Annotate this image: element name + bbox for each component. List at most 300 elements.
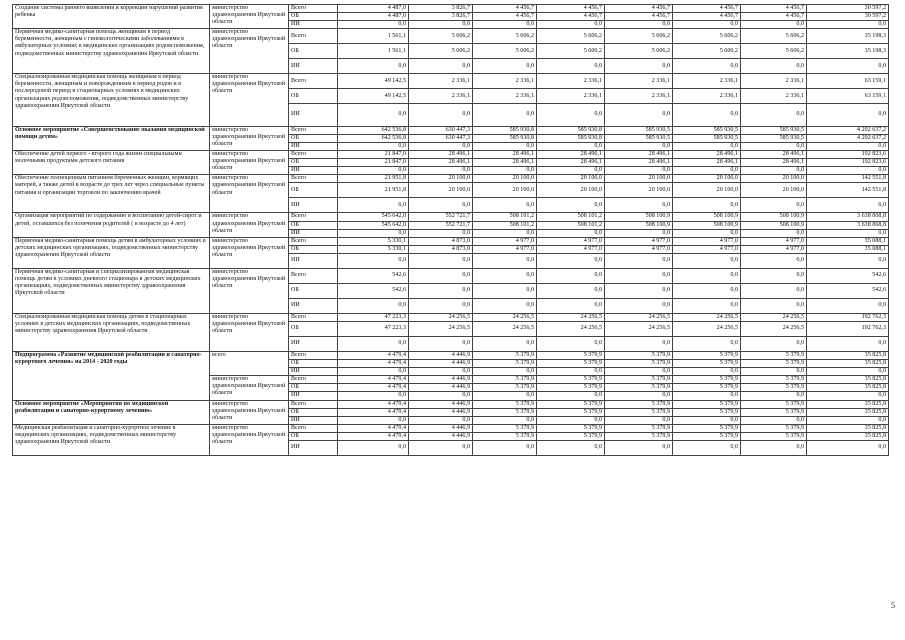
year-value-cell: 20 100,0 bbox=[537, 183, 605, 198]
year-value-cell: 0,0 bbox=[673, 21, 741, 29]
total-value-cell: 192 762,3 bbox=[807, 313, 889, 321]
year-value-cell: 24 256,5 bbox=[741, 313, 807, 321]
program-item-name: Основное мероприятие «Мероприятия по медицинской реабилитации и санаторно-курортному лечению» bbox=[13, 400, 210, 424]
year-value-cell: 0,0 bbox=[605, 392, 673, 400]
year-value-cell: 0,0 bbox=[409, 298, 473, 313]
year-value-cell: 4 456,7 bbox=[537, 13, 605, 21]
year-value-cell: 0,0 bbox=[473, 337, 537, 352]
year-value-cell: 0,0 bbox=[605, 298, 673, 313]
year-value-cell: 28 496,1 bbox=[741, 151, 807, 159]
year-value-cell: 0,0 bbox=[473, 21, 537, 29]
year-value-cell: 0,0 bbox=[409, 59, 473, 74]
year-value-cell: 5 606,2 bbox=[673, 29, 741, 44]
year-value-cell: 0,0 bbox=[473, 268, 537, 283]
year-value-cell: 0,0 bbox=[741, 229, 807, 237]
year-value-cell: 20 100,0 bbox=[741, 183, 807, 198]
year-value-cell: 3 826,7 bbox=[409, 13, 473, 21]
year-value-cell: 4 977,0 bbox=[741, 245, 807, 253]
year-value-cell: 0,0 bbox=[741, 59, 807, 74]
year-value-cell: 5 379,9 bbox=[741, 352, 807, 360]
funding-source-cell: ОБ bbox=[289, 408, 338, 416]
year-value-cell: 20 100,0 bbox=[409, 183, 473, 198]
year-value-cell: 1 561,1 bbox=[338, 44, 409, 59]
year-value-cell: 0,0 bbox=[741, 283, 807, 298]
total-value-cell: 35 825,8 bbox=[807, 424, 889, 432]
year-value-cell: 5 330,1 bbox=[338, 245, 409, 253]
total-value-cell: 63 159,1 bbox=[807, 89, 889, 104]
year-value-cell: 4 977,0 bbox=[473, 237, 537, 245]
year-value-cell: 20 100,0 bbox=[673, 183, 741, 198]
table-row bbox=[13, 424, 889, 432]
funding-source-cell: Всего bbox=[289, 352, 338, 360]
table-row bbox=[13, 213, 889, 221]
year-value-cell: 20 100,0 bbox=[473, 183, 537, 198]
year-value-cell: 2 336,1 bbox=[673, 74, 741, 89]
total-value-cell: 0,0 bbox=[807, 368, 889, 376]
total-value-cell: 4 202 637,2 bbox=[807, 126, 889, 134]
funding-source-cell: ИИ bbox=[289, 392, 338, 400]
year-value-cell: 20 100,0 bbox=[537, 175, 605, 183]
program-item-name: Специализированная медицинская помощь женщинам в период беременности, женщинам и новорожденным в период родов и в послеродовой период в стационарных условиях в медицинских организациях родовспоможения, подведомственных министерству здравоохранения Иркутской области bbox=[13, 74, 210, 127]
total-value-cell: 0,0 bbox=[807, 198, 889, 213]
year-value-cell: 0,0 bbox=[741, 416, 807, 424]
funding-source-cell: ОБ bbox=[289, 322, 338, 337]
year-value-cell: 5 379,9 bbox=[741, 424, 807, 432]
funding-source-cell: ИИ bbox=[289, 167, 338, 175]
funding-source-cell: ИИ bbox=[289, 142, 338, 150]
table-row bbox=[13, 5, 889, 13]
funding-source-cell: ОБ bbox=[289, 183, 338, 198]
year-value-cell: 4 977,0 bbox=[605, 237, 673, 245]
executor-cell: министерство здравоохранения Иркутской области bbox=[210, 400, 289, 424]
year-value-cell: 5 379,9 bbox=[605, 352, 673, 360]
year-value-cell: 24 256,5 bbox=[473, 313, 537, 321]
year-value-cell: 0,0 bbox=[473, 392, 537, 400]
year-value-cell: 2 336,1 bbox=[605, 74, 673, 89]
year-value-cell: 0,0 bbox=[741, 253, 807, 268]
year-value-cell: 0,0 bbox=[338, 416, 409, 424]
year-value-cell: 0,0 bbox=[473, 229, 537, 237]
year-value-cell: 508 100,9 bbox=[605, 213, 673, 221]
year-value-cell: 0,0 bbox=[673, 229, 741, 237]
year-value-cell: 47 223,3 bbox=[338, 313, 409, 321]
total-value-cell: 0,0 bbox=[807, 104, 889, 127]
year-value-cell: 4 456,7 bbox=[741, 5, 807, 13]
year-value-cell: 24 256,5 bbox=[673, 313, 741, 321]
year-value-cell: 5 379,9 bbox=[537, 384, 605, 392]
year-value-cell: 0,0 bbox=[409, 21, 473, 29]
year-value-cell: 0,0 bbox=[409, 368, 473, 376]
total-value-cell: 192 762,3 bbox=[807, 322, 889, 337]
year-value-cell: 21 847,0 bbox=[338, 159, 409, 167]
year-value-cell: 1 561,1 bbox=[338, 29, 409, 44]
funding-source-cell: Всего bbox=[289, 29, 338, 44]
year-value-cell: 5 606,2 bbox=[741, 29, 807, 44]
executor-cell: министерство здравоохранения Иркутской области bbox=[210, 151, 289, 175]
executor-cell: министерство здравоохранения Иркутской области bbox=[210, 313, 289, 351]
funding-source-cell: Всего bbox=[289, 400, 338, 408]
year-value-cell: 0,0 bbox=[409, 142, 473, 150]
year-value-cell: 4 456,7 bbox=[605, 13, 673, 21]
year-value-cell: 47 223,3 bbox=[338, 322, 409, 337]
document-page bbox=[12, 4, 888, 456]
year-value-cell: 5 606,2 bbox=[537, 29, 605, 44]
year-value-cell: 5 379,9 bbox=[473, 384, 537, 392]
year-value-cell: 5 379,9 bbox=[741, 408, 807, 416]
year-value-cell: 2 336,1 bbox=[741, 74, 807, 89]
year-value-cell: 0,0 bbox=[605, 253, 673, 268]
year-value-cell: 21 847,0 bbox=[338, 151, 409, 159]
year-value-cell: 21 951,8 bbox=[338, 175, 409, 183]
table-row bbox=[13, 126, 889, 134]
year-value-cell: 0,0 bbox=[338, 21, 409, 29]
year-value-cell: 0,0 bbox=[741, 392, 807, 400]
executor-cell: министерство здравоохранения Иркутской области bbox=[210, 126, 289, 150]
year-value-cell: 4 977,0 bbox=[673, 245, 741, 253]
year-value-cell: 4 446,9 bbox=[409, 400, 473, 408]
year-value-cell: 0,0 bbox=[605, 268, 673, 283]
year-value-cell: 28 496,1 bbox=[537, 159, 605, 167]
total-value-cell: 35 825,8 bbox=[807, 360, 889, 368]
year-value-cell: 0,0 bbox=[409, 441, 473, 456]
year-value-cell: 0,0 bbox=[338, 392, 409, 400]
year-value-cell: 5 379,9 bbox=[673, 352, 741, 360]
total-value-cell: 30 597,2 bbox=[807, 13, 889, 21]
year-value-cell: 0,0 bbox=[473, 104, 537, 127]
funding-source-cell: Всего bbox=[289, 74, 338, 89]
year-value-cell: 552 721,7 bbox=[409, 221, 473, 229]
year-value-cell: 5 606,2 bbox=[741, 44, 807, 59]
year-value-cell: 585 930,8 bbox=[473, 134, 537, 142]
year-value-cell: 0,0 bbox=[409, 283, 473, 298]
year-value-cell: 0,0 bbox=[673, 392, 741, 400]
year-value-cell: 28 496,1 bbox=[473, 159, 537, 167]
program-item-name: Организация мероприятий по содержанию и воспитанию детей-сирот и детей, оставшихся без попечения родителей ( в возрасте до 4 лет) bbox=[13, 213, 210, 237]
year-value-cell: 0,0 bbox=[338, 337, 409, 352]
table-row bbox=[13, 175, 889, 183]
year-value-cell: 585 930,8 bbox=[473, 126, 537, 134]
year-value-cell: 4 479,4 bbox=[338, 400, 409, 408]
year-value-cell: 0,0 bbox=[409, 416, 473, 424]
year-value-cell: 585 930,8 bbox=[537, 126, 605, 134]
total-value-cell: 35 825,8 bbox=[807, 376, 889, 384]
year-value-cell: 0,0 bbox=[673, 142, 741, 150]
funding-source-cell: Всего bbox=[289, 5, 338, 13]
funding-source-cell: Всего bbox=[289, 237, 338, 245]
page-number: 5 bbox=[891, 601, 895, 610]
year-value-cell: 5 379,9 bbox=[673, 424, 741, 432]
funding-source-cell: Всего bbox=[289, 424, 338, 432]
year-value-cell: 0,0 bbox=[338, 198, 409, 213]
year-value-cell: 24 256,5 bbox=[537, 313, 605, 321]
year-value-cell: 4 487,0 bbox=[338, 5, 409, 13]
total-value-cell: 542,6 bbox=[807, 283, 889, 298]
year-value-cell: 5 379,9 bbox=[605, 360, 673, 368]
year-value-cell: 0,0 bbox=[537, 104, 605, 127]
year-value-cell: 5 379,9 bbox=[537, 424, 605, 432]
year-value-cell: 0,0 bbox=[605, 441, 673, 456]
year-value-cell: 4 456,7 bbox=[473, 5, 537, 13]
year-value-cell: 4 873,0 bbox=[409, 237, 473, 245]
program-item-name: Первичная медико-санитарная помощь женщинам в период беременности, женщинам с гинекологическими заболеваниями в амбулаторных условиях в медицинских организациях родовспоможения, подведомственных министерству здравоохранения Иркутской области bbox=[13, 29, 210, 74]
funding-source-cell: ОБ bbox=[289, 89, 338, 104]
year-value-cell: 2 336,1 bbox=[673, 89, 741, 104]
year-value-cell: 5 606,2 bbox=[605, 44, 673, 59]
year-value-cell: 0,0 bbox=[473, 441, 537, 456]
year-value-cell: 0,0 bbox=[338, 142, 409, 150]
year-value-cell: 0,0 bbox=[537, 198, 605, 213]
year-value-cell: 24 256,5 bbox=[409, 313, 473, 321]
table-row bbox=[13, 268, 889, 283]
funding-source-cell: ОБ bbox=[289, 44, 338, 59]
total-value-cell: 3 638 868,8 bbox=[807, 221, 889, 229]
funding-source-cell: ИИ bbox=[289, 416, 338, 424]
year-value-cell: 5 379,9 bbox=[537, 408, 605, 416]
funding-source-cell: ИИ bbox=[289, 298, 338, 313]
year-value-cell: 630 447,3 bbox=[409, 126, 473, 134]
year-value-cell: 585 930,5 bbox=[673, 126, 741, 134]
total-value-cell: 0,0 bbox=[807, 392, 889, 400]
funding-source-cell: Всего bbox=[289, 313, 338, 321]
total-value-cell: 0,0 bbox=[807, 253, 889, 268]
year-value-cell: 4 456,7 bbox=[537, 5, 605, 13]
year-value-cell: 28 496,1 bbox=[741, 159, 807, 167]
funding-source-cell: ОБ bbox=[289, 360, 338, 368]
total-value-cell: 0,0 bbox=[807, 416, 889, 424]
year-value-cell: 0,0 bbox=[473, 198, 537, 213]
year-value-cell: 5 606,2 bbox=[409, 29, 473, 44]
year-value-cell: 5 379,9 bbox=[605, 432, 673, 440]
year-value-cell: 4 446,9 bbox=[409, 376, 473, 384]
year-value-cell: 0,0 bbox=[741, 167, 807, 175]
year-value-cell: 0,0 bbox=[605, 198, 673, 213]
year-value-cell: 4 977,0 bbox=[473, 245, 537, 253]
year-value-cell: 0,0 bbox=[605, 368, 673, 376]
year-value-cell: 5 379,9 bbox=[537, 432, 605, 440]
year-value-cell: 4 479,4 bbox=[338, 432, 409, 440]
year-value-cell: 0,0 bbox=[537, 392, 605, 400]
year-value-cell: 4 456,7 bbox=[741, 13, 807, 21]
year-value-cell: 2 336,1 bbox=[741, 89, 807, 104]
total-value-cell: 30 597,2 bbox=[807, 5, 889, 13]
total-value-cell: 35 825,8 bbox=[807, 384, 889, 392]
year-value-cell: 642 536,8 bbox=[338, 134, 409, 142]
year-value-cell: 4 977,0 bbox=[537, 237, 605, 245]
year-value-cell: 0,0 bbox=[741, 368, 807, 376]
year-value-cell: 585 930,5 bbox=[741, 126, 807, 134]
total-value-cell: 192 823,6 bbox=[807, 159, 889, 167]
budget-table bbox=[12, 4, 889, 456]
year-value-cell: 0,0 bbox=[409, 198, 473, 213]
year-value-cell: 4 479,4 bbox=[338, 424, 409, 432]
year-value-cell: 5 379,9 bbox=[473, 352, 537, 360]
year-value-cell: 5 379,9 bbox=[473, 360, 537, 368]
total-value-cell: 35 825,8 bbox=[807, 408, 889, 416]
year-value-cell: 24 256,5 bbox=[409, 322, 473, 337]
year-value-cell: 0,0 bbox=[537, 268, 605, 283]
total-value-cell: 0,0 bbox=[807, 298, 889, 313]
year-value-cell: 508 101,2 bbox=[473, 213, 537, 221]
table-row bbox=[13, 237, 889, 245]
year-value-cell: 21 951,8 bbox=[338, 183, 409, 198]
total-value-cell: 0,0 bbox=[807, 337, 889, 352]
table-row bbox=[13, 74, 889, 89]
year-value-cell: 0,0 bbox=[673, 441, 741, 456]
year-value-cell: 0,0 bbox=[673, 253, 741, 268]
total-value-cell: 35 825,8 bbox=[807, 352, 889, 360]
year-value-cell: 5 379,9 bbox=[741, 360, 807, 368]
year-value-cell: 5 606,2 bbox=[537, 44, 605, 59]
year-value-cell: 49 142,5 bbox=[338, 89, 409, 104]
year-value-cell: 5 379,9 bbox=[473, 400, 537, 408]
program-item-name: Медицинская реабилитация и санаторно-курортное лечение в медицинских организациях, подведомственных министерству здравоохранения Иркутской области bbox=[13, 424, 210, 455]
total-value-cell: 4 202 637,2 bbox=[807, 134, 889, 142]
year-value-cell: 0,0 bbox=[537, 283, 605, 298]
funding-source-cell: Всего bbox=[289, 268, 338, 283]
year-value-cell: 585 930,5 bbox=[605, 134, 673, 142]
year-value-cell: 4 446,9 bbox=[409, 432, 473, 440]
year-value-cell: 5 379,9 bbox=[741, 384, 807, 392]
year-value-cell: 28 496,1 bbox=[673, 151, 741, 159]
year-value-cell: 20 100,0 bbox=[605, 175, 673, 183]
year-value-cell: 4 977,0 bbox=[741, 237, 807, 245]
year-value-cell: 0,0 bbox=[338, 59, 409, 74]
year-value-cell: 0,0 bbox=[537, 59, 605, 74]
year-value-cell: 5 330,1 bbox=[338, 237, 409, 245]
year-value-cell: 0,0 bbox=[338, 104, 409, 127]
funding-source-cell: Всего bbox=[289, 126, 338, 134]
program-item-name: Обеспечение детей первого - второго года жизни специальными молочными продуктами детского питания bbox=[13, 151, 210, 175]
year-value-cell: 0,0 bbox=[537, 298, 605, 313]
year-value-cell: 0,0 bbox=[338, 229, 409, 237]
year-value-cell: 5 379,9 bbox=[741, 400, 807, 408]
year-value-cell: 0,0 bbox=[473, 59, 537, 74]
year-value-cell: 2 336,1 bbox=[409, 89, 473, 104]
year-value-cell: 4 977,0 bbox=[537, 245, 605, 253]
year-value-cell: 28 496,1 bbox=[409, 159, 473, 167]
year-value-cell: 542,6 bbox=[338, 268, 409, 283]
total-value-cell: 63 159,1 bbox=[807, 74, 889, 89]
year-value-cell: 4 479,4 bbox=[338, 360, 409, 368]
year-value-cell: 630 447,3 bbox=[409, 134, 473, 142]
total-value-cell: 0,0 bbox=[807, 59, 889, 74]
year-value-cell: 585 930,5 bbox=[673, 134, 741, 142]
year-value-cell: 545 642,0 bbox=[338, 213, 409, 221]
total-value-cell: 542,6 bbox=[807, 268, 889, 283]
year-value-cell: 0,0 bbox=[605, 21, 673, 29]
year-value-cell: 2 336,1 bbox=[605, 89, 673, 104]
year-value-cell: 5 379,9 bbox=[537, 376, 605, 384]
funding-source-cell: ОБ bbox=[289, 134, 338, 142]
year-value-cell: 4 487,0 bbox=[338, 13, 409, 21]
funding-source-cell: Всего bbox=[289, 213, 338, 221]
year-value-cell: 508 100,9 bbox=[673, 213, 741, 221]
year-value-cell: 5 379,9 bbox=[537, 360, 605, 368]
year-value-cell: 0,0 bbox=[741, 198, 807, 213]
year-value-cell: 4 456,7 bbox=[673, 13, 741, 21]
year-value-cell: 5 379,9 bbox=[537, 400, 605, 408]
year-value-cell: 4 446,9 bbox=[409, 384, 473, 392]
executor-cell: министерство здравоохранения Иркутской области bbox=[210, 376, 289, 400]
year-value-cell: 0,0 bbox=[409, 253, 473, 268]
year-value-cell: 20 100,0 bbox=[409, 175, 473, 183]
table-row bbox=[13, 313, 889, 321]
year-value-cell: 0,0 bbox=[741, 21, 807, 29]
year-value-cell: 4 456,7 bbox=[605, 5, 673, 13]
funding-source-cell: ИИ bbox=[289, 337, 338, 352]
year-value-cell: 2 336,1 bbox=[409, 74, 473, 89]
year-value-cell: 0,0 bbox=[605, 283, 673, 298]
year-value-cell: 2 336,1 bbox=[537, 74, 605, 89]
year-value-cell: 0,0 bbox=[605, 104, 673, 127]
total-value-cell: 0,0 bbox=[807, 167, 889, 175]
year-value-cell: 0,0 bbox=[741, 104, 807, 127]
year-value-cell: 0,0 bbox=[537, 167, 605, 175]
year-value-cell: 0,0 bbox=[473, 368, 537, 376]
total-value-cell: 35 198,3 bbox=[807, 44, 889, 59]
year-value-cell: 5 606,2 bbox=[673, 44, 741, 59]
year-value-cell: 4 446,9 bbox=[409, 360, 473, 368]
year-value-cell: 5 379,9 bbox=[605, 384, 673, 392]
year-value-cell: 0,0 bbox=[673, 298, 741, 313]
year-value-cell: 0,0 bbox=[409, 337, 473, 352]
year-value-cell: 0,0 bbox=[473, 253, 537, 268]
year-value-cell: 0,0 bbox=[673, 337, 741, 352]
program-item-name: Подпрограмма «Развитие медицинской реабилитации и санаторно-курортного лечения» на 2014 - 2020 годы bbox=[13, 352, 210, 401]
year-value-cell: 0,0 bbox=[605, 337, 673, 352]
year-value-cell: 0,0 bbox=[473, 416, 537, 424]
table-row bbox=[13, 29, 889, 44]
funding-source-cell: ИИ bbox=[289, 104, 338, 127]
year-value-cell: 0,0 bbox=[338, 298, 409, 313]
year-value-cell: 0,0 bbox=[473, 283, 537, 298]
year-value-cell: 5 379,9 bbox=[673, 408, 741, 416]
funding-source-cell: ОБ bbox=[289, 384, 338, 392]
year-value-cell: 4 446,9 bbox=[409, 424, 473, 432]
year-value-cell: 5 379,9 bbox=[473, 432, 537, 440]
year-value-cell: 4 977,0 bbox=[673, 237, 741, 245]
program-item-name: Специализированная медицинская помощь детям в стационарных условиях в детских медицинских организациях, подведомственных министерству здравоохранения Иркутской области bbox=[13, 313, 210, 351]
year-value-cell: 5 379,9 bbox=[741, 376, 807, 384]
funding-source-cell: ОБ bbox=[289, 432, 338, 440]
year-value-cell: 0,0 bbox=[741, 337, 807, 352]
year-value-cell: 0,0 bbox=[409, 392, 473, 400]
year-value-cell: 545 642,0 bbox=[338, 221, 409, 229]
funding-source-cell: ИИ bbox=[289, 59, 338, 74]
year-value-cell: 0,0 bbox=[741, 268, 807, 283]
total-value-cell: 142 551,8 bbox=[807, 175, 889, 183]
year-value-cell: 0,0 bbox=[338, 441, 409, 456]
year-value-cell: 0,0 bbox=[537, 416, 605, 424]
total-value-cell: 35 198,3 bbox=[807, 29, 889, 44]
year-value-cell: 4 456,7 bbox=[673, 5, 741, 13]
year-value-cell: 0,0 bbox=[537, 142, 605, 150]
year-value-cell: 0,0 bbox=[409, 229, 473, 237]
funding-source-cell: ИИ bbox=[289, 229, 338, 237]
year-value-cell: 0,0 bbox=[741, 441, 807, 456]
funding-source-cell: ИИ bbox=[289, 253, 338, 268]
year-value-cell: 0,0 bbox=[409, 167, 473, 175]
year-value-cell: 4 479,4 bbox=[338, 352, 409, 360]
year-value-cell: 0,0 bbox=[673, 59, 741, 74]
year-value-cell: 28 496,1 bbox=[409, 151, 473, 159]
year-value-cell: 0,0 bbox=[673, 416, 741, 424]
funding-source-cell: ОБ bbox=[289, 159, 338, 167]
year-value-cell: 2 336,1 bbox=[473, 89, 537, 104]
year-value-cell: 20 100,0 bbox=[741, 175, 807, 183]
year-value-cell: 5 379,9 bbox=[673, 432, 741, 440]
year-value-cell: 0,0 bbox=[473, 142, 537, 150]
